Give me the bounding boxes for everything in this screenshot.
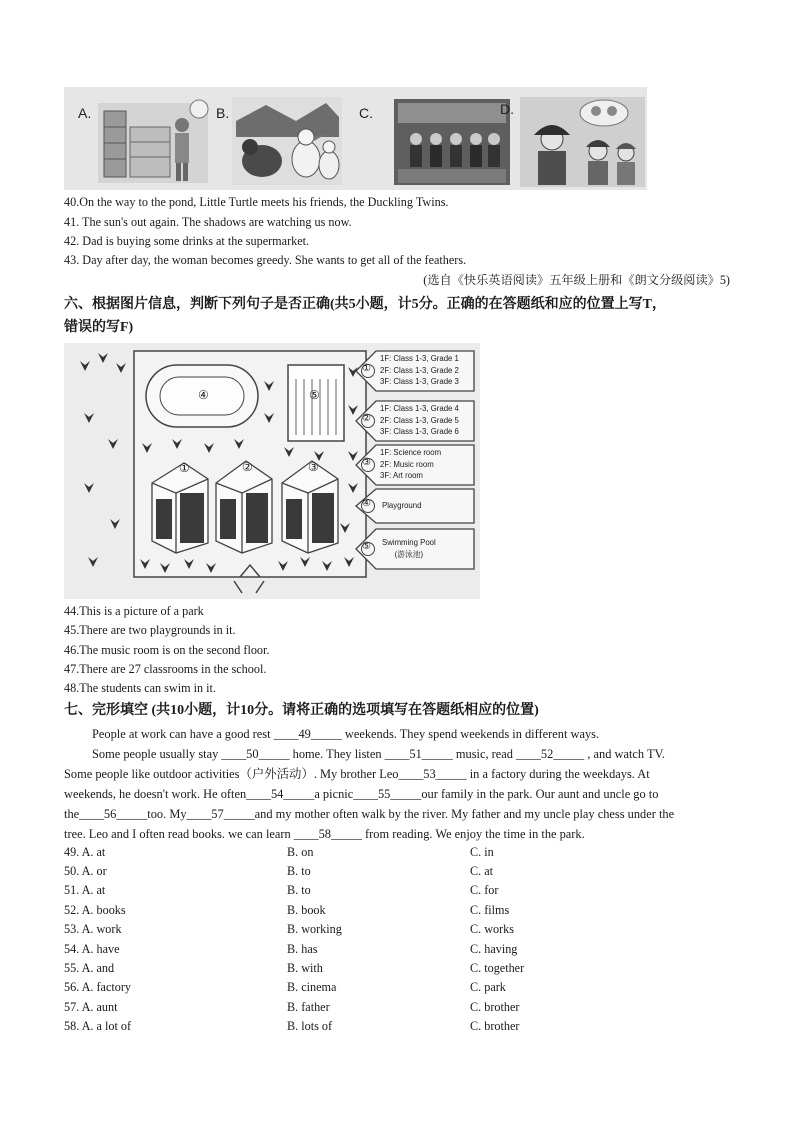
section-6-title-cont: 错误的写F) <box>64 320 134 335</box>
legend-line: 2F: Class 1-3, Grade 5 <box>380 415 459 425</box>
option-b[interactable]: B. working <box>287 922 342 936</box>
option-a[interactable]: 57. A. aunt <box>64 1000 118 1014</box>
option-a[interactable]: 58. A. a lot of <box>64 1019 132 1033</box>
picture-strip-art <box>64 87 647 190</box>
option-c[interactable]: C. for <box>470 883 499 897</box>
question-42: 42. Dad is buying some drinks at the supermarket. <box>64 234 310 248</box>
legend-building-2 <box>380 403 459 438</box>
passage-line: the____56_____too. My____57_____and my mother often walk by the river. My father and my uncle play chess under the <box>64 807 675 821</box>
option-c[interactable]: C. in <box>470 845 494 859</box>
legend-line: 3F: Class 1-3, Grade 3 <box>380 377 459 386</box>
question-41: 41. The sun's out again. The shadows are watching us now. <box>64 215 352 229</box>
option-a[interactable]: 56. A. factory <box>64 980 132 994</box>
option-c[interactable]: C. at <box>470 864 494 878</box>
question-47: 47.There are 27 classrooms in the school. <box>64 662 267 676</box>
legend-line: (游泳池) <box>394 549 424 559</box>
legend-line: 3F: Class 1-3, Grade 6 <box>380 427 459 436</box>
legend-line: Swimming Pool <box>382 538 436 547</box>
option-b[interactable]: B. with <box>287 961 323 975</box>
map-label-building-3: ③ <box>308 460 319 474</box>
passage-line: Some people like outdoor activities（户外活动）. My brother Leo____53_____ in a factory during the weekdays. At <box>64 767 650 781</box>
picture-label-c: C. <box>359 105 373 121</box>
woman-and-children-scene-icon <box>520 97 645 187</box>
map-label-building-1: ① <box>179 461 190 475</box>
option-a[interactable]: 54. A. have <box>64 942 120 956</box>
option-c[interactable]: C. brother <box>470 1019 520 1033</box>
passage-line: Some people usually stay ____50_____ home. They listen ____51_____ music, read ____52_____ , and watch TV. <box>92 747 665 761</box>
legend-line: 2F: Music room <box>380 459 434 469</box>
option-c[interactable]: C. works <box>470 922 515 936</box>
question-45: 45.There are two playgrounds in it. <box>64 623 236 637</box>
option-a[interactable]: 53. A. work <box>64 922 122 936</box>
option-row-56 <box>0 978 794 997</box>
legend-num-3: ③ <box>362 457 371 468</box>
option-a[interactable]: 52. A. books <box>64 903 126 917</box>
map-label-playground: ④ <box>198 388 209 402</box>
legend-line: 1F: Class 1-3, Grade 1 <box>380 354 459 363</box>
map-label-building-2: ② <box>242 460 253 474</box>
passage-paragraph-2 <box>64 744 730 844</box>
legend-line: Playground <box>382 501 422 510</box>
option-c[interactable]: C. park <box>470 980 506 994</box>
legend-line: 3F: Art room <box>380 471 423 480</box>
option-a[interactable]: 49. A. at <box>64 845 106 859</box>
option-c[interactable]: C. having <box>470 942 518 956</box>
option-b[interactable]: B. on <box>287 845 314 859</box>
picture-label-d: D. <box>500 101 514 117</box>
legend-num-1: ① <box>362 363 371 374</box>
legend-num-4: ④ <box>362 498 371 509</box>
option-c[interactable]: C. brother <box>470 1000 520 1014</box>
passage-line: People at work can have a good rest ____49_____ weekends. They spend weekends in different ways. <box>92 727 600 741</box>
legend-building-3 <box>380 447 441 482</box>
supermarket-scene-icon <box>98 100 208 183</box>
option-row-51 <box>0 881 794 900</box>
option-row-49 <box>0 843 794 862</box>
source-note: (选自《快乐英语阅读》五年级上册和《朗文分级阅读》5) <box>423 273 730 287</box>
children-group-scene-icon <box>394 99 510 185</box>
option-b[interactable]: B. lots of <box>287 1019 333 1033</box>
question-40: 40.On the way to the pond, Little Turtle meets his friends, the Duckling Twins. <box>64 195 449 209</box>
option-row-53 <box>0 920 794 939</box>
option-a[interactable]: 50. A. or <box>64 864 107 878</box>
question-46: 46.The music room is on the second floor. <box>64 643 270 657</box>
passage-paragraph-1 <box>64 724 730 744</box>
legend-line: 1F: Class 1-3, Grade 4 <box>380 404 459 413</box>
picture-strip <box>64 87 647 190</box>
legend-num-5: ⑤ <box>362 541 371 552</box>
legend-line: 2F: Class 1-3, Grade 2 <box>380 365 459 375</box>
option-b[interactable]: B. to <box>287 883 311 897</box>
school-map <box>64 343 480 599</box>
legend-building-1 <box>380 353 459 388</box>
option-a[interactable]: 51. A. at <box>64 883 106 897</box>
option-b[interactable]: B. book <box>287 903 326 917</box>
question-43: 43. Day after day, the woman becomes greedy. She wants to get all of the feathers. <box>64 253 467 267</box>
legend-playground <box>382 500 421 512</box>
option-row-50 <box>0 862 794 881</box>
passage-line: tree. Leo and I often read books. we can learn ____58_____ from reading. We enjoy the time in the park. <box>64 827 585 841</box>
legend-line: 1F: Science room <box>380 448 442 457</box>
option-b[interactable]: B. has <box>287 942 318 956</box>
question-44: 44.This is a picture of a park <box>64 604 204 618</box>
legend-num-2: ② <box>362 413 371 424</box>
section-7-title: 七、完形填空 (共10小题，计10分。请将正确的选项填写在答题纸相应的位置) <box>64 703 539 718</box>
option-row-58 <box>0 1017 794 1036</box>
picture-label-a: A. <box>78 105 92 121</box>
option-c[interactable]: C. together <box>470 961 525 975</box>
legend-pool <box>382 537 436 560</box>
option-row-52 <box>0 901 794 920</box>
option-a[interactable]: 55. A. and <box>64 961 115 975</box>
question-48: 48.The students can swim in it. <box>64 681 216 695</box>
option-row-57 <box>0 998 794 1017</box>
option-row-55 <box>0 959 794 978</box>
section-6-title: 六、根据图片信息，判断下列句子是否正确(共5小题，计5分。正确的在答题纸和应的位置上写T， <box>64 297 666 312</box>
option-row-54 <box>0 940 794 959</box>
option-b[interactable]: B. father <box>287 1000 330 1014</box>
option-b[interactable]: B. cinema <box>287 980 337 994</box>
option-c[interactable]: C. films <box>470 903 510 917</box>
turtle-and-ducklings-scene-icon <box>232 97 342 185</box>
option-b[interactable]: B. to <box>287 864 311 878</box>
picture-label-b: B. <box>216 105 230 121</box>
map-label-pool: ⑤ <box>309 388 320 402</box>
passage-line: weekends, he doesn't work. He often____54_____a picnic____55_____our family in the park. Our aunt and uncle go to <box>64 787 659 801</box>
